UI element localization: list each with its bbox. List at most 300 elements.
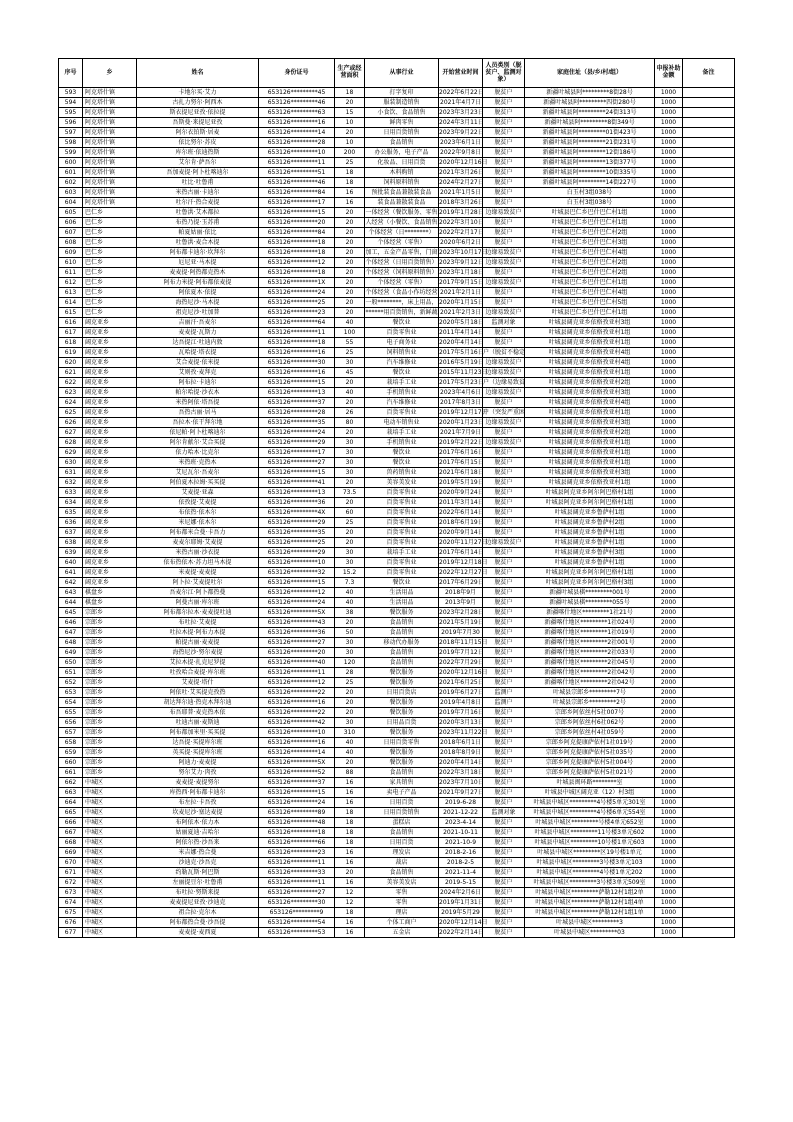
cell-start-date: 2022年3月18日 — [439, 768, 484, 776]
table-row — [59, 398, 735, 408]
cell-township: 阔克亚乡 — [83, 338, 137, 348]
cell-id-number: 653126*********20 — [259, 218, 335, 228]
cell-name: 艾合麦提·依米提 — [137, 358, 259, 368]
cell-id-number: 653126*********37 — [259, 398, 335, 408]
cell-id-number: 653126*********35 — [259, 418, 335, 428]
cell-category: 脱贫户 — [483, 708, 525, 718]
cell-name: 吾斯曼·来提尼亚孜 — [137, 118, 259, 128]
cell-seq: 628 — [59, 438, 83, 448]
cell-amount: 1000 — [655, 908, 683, 918]
cell-industry: 生活用品 — [365, 598, 439, 608]
cell-name: 艾麦提·塔什 — [137, 678, 259, 688]
cell-seq: 661 — [59, 768, 83, 778]
cell-township: 中城区 — [83, 888, 137, 898]
cell-name: 帕提古丽·麦麦提 — [137, 638, 259, 648]
cell-remarks — [683, 138, 735, 148]
cell-address: 新疆喀什地区*********1社019号 — [525, 628, 655, 638]
cell-area: 20 — [335, 478, 365, 488]
cell-industry: 食品销售 — [365, 618, 439, 628]
cell-area: 20 — [335, 308, 365, 318]
cell-amount: 1000 — [655, 928, 683, 938]
cell-area: 15 — [335, 108, 365, 118]
cell-township: 阿克塔什镇 — [83, 178, 137, 188]
cell-seq: 670 — [59, 858, 83, 868]
cell-address: 叶城县中城区*********4号楼1单元202 — [525, 868, 655, 878]
cell-start-date: 2019年12月17日 — [439, 408, 488, 416]
cell-seq: 609 — [59, 248, 83, 258]
table-row — [59, 388, 735, 398]
cell-remarks — [683, 428, 735, 438]
table-row — [59, 798, 735, 808]
cell-amount: 2000 — [655, 698, 683, 708]
cell-seq: 675 — [59, 908, 83, 918]
cell-id-number: 653126*********5X — [259, 758, 335, 768]
cell-township: 阔克亚乡 — [83, 408, 137, 418]
cell-township: 阔克亚乡 — [83, 358, 137, 368]
cell-name: 吐迪古丽·麦斯迪 — [137, 718, 259, 728]
cell-start-date: 2024年3月11日 — [439, 118, 484, 126]
cell-amount: 1000 — [655, 838, 683, 848]
cell-seq: 606 — [59, 218, 83, 228]
table-row — [59, 268, 735, 278]
cell-name: 麦麦提·瓦斯力 — [137, 328, 259, 338]
cell-category: 脱贫户 — [483, 728, 525, 738]
cell-category: 脱贫户 — [483, 888, 525, 898]
cell-amount: 2000 — [655, 738, 683, 748]
cell-category: 脱贫户 — [483, 238, 525, 248]
cell-area: 20 — [335, 298, 365, 308]
cell-amount: 1000 — [655, 288, 683, 298]
cell-township: 中城区 — [83, 908, 137, 918]
cell-seq: 659 — [59, 748, 83, 758]
table-row — [59, 128, 735, 138]
cell-township: 宗郎乡 — [83, 608, 137, 618]
cell-name: 米热班·克热木 — [137, 458, 259, 468]
cell-area: 16 — [335, 788, 365, 798]
cell-township: 巴仁乡 — [83, 278, 137, 288]
cell-industry: 一般********，床上用品， — [365, 298, 438, 306]
cell-industry: 办公服务，电子产品 — [365, 148, 439, 158]
cell-name: 达吾提·买提库尔班 — [137, 738, 259, 748]
cell-start-date: 2016年5月19日 — [439, 358, 484, 366]
cell-id-number: 653126*********14 — [259, 748, 335, 758]
cell-start-date: 2018年8月9日 — [440, 748, 481, 756]
cell-area: 20 — [335, 428, 365, 438]
cell-remarks — [683, 658, 735, 668]
cell-amount: 1000 — [655, 868, 683, 878]
cell-township: 宗郎乡 — [83, 738, 137, 748]
cell-amount: 2000 — [655, 618, 683, 628]
cell-industry: 日用百货零售 — [365, 738, 439, 748]
cell-amount: 2000 — [655, 668, 683, 678]
cell-industry: 百货零售业 — [365, 558, 439, 568]
cell-start-date: 2020年9月14日 — [439, 528, 484, 536]
table-row — [59, 778, 735, 788]
subsidy-register-table-container — [58, 58, 734, 938]
cell-seq: 598 — [59, 138, 83, 148]
table-row — [59, 658, 735, 668]
cell-name: 布阿依木·依力木 — [137, 818, 259, 828]
cell-id-number: 653126*********64 — [259, 318, 335, 328]
cell-remarks — [683, 718, 735, 728]
cell-amount: 2000 — [655, 588, 683, 598]
cell-township: 阔克亚乡 — [83, 318, 137, 328]
table-row — [59, 408, 735, 418]
table-row — [59, 318, 735, 328]
cell-amount: 1000 — [655, 278, 683, 288]
cell-category: 脱贫户 — [483, 648, 525, 658]
cell-id-number: 653126*********45 — [259, 88, 335, 98]
cell-name: 阿布拉·卡迪尔 — [137, 378, 259, 388]
table-row — [59, 578, 735, 588]
cell-address: 叶城县中城区阔克亚（12）村3组 — [525, 788, 655, 798]
cell-seq: 641 — [59, 568, 83, 578]
cell-township: 阔克亚乡 — [83, 578, 137, 588]
cell-remarks — [683, 108, 735, 118]
cell-name: 艾尼瓦尔·吾麦尔 — [137, 468, 259, 478]
cell-id-number: 653126*********54 — [259, 918, 335, 928]
cell-township: 阔克亚乡 — [83, 568, 137, 578]
cell-start-date: 2023年9月12日 — [439, 258, 484, 266]
cell-industry: 手机销售业 — [365, 438, 439, 448]
cell-id-number: 653126*********11 — [259, 328, 335, 338]
cell-id-number: 653126*********25 — [259, 298, 335, 308]
cell-id-number: 653126*********24 — [259, 798, 335, 808]
cell-id-number: 653126*********16 — [259, 698, 335, 708]
cell-amount: 2000 — [655, 608, 683, 618]
cell-seq: 639 — [59, 548, 83, 558]
cell-remarks — [683, 868, 735, 878]
cell-area: 25 — [335, 678, 365, 688]
cell-seq: 646 — [59, 618, 83, 628]
table-row — [59, 888, 735, 898]
table-row — [59, 688, 735, 698]
cell-id-number: 653126*********12 — [259, 588, 335, 598]
cell-remarks — [683, 558, 735, 568]
cell-amount: 1000 — [655, 188, 683, 198]
cell-area: 20 — [335, 868, 365, 878]
cell-seq: 602 — [59, 178, 83, 188]
cell-seq: 669 — [59, 848, 83, 858]
cell-category: 脱贫户 — [483, 138, 525, 148]
cell-industry: 手机销售业 — [365, 388, 439, 398]
cell-start-date: 2023年4月6日 — [440, 388, 481, 396]
cell-name: 海热尼沙·马木提 — [137, 298, 259, 308]
cell-address: 新疆叶城县棋*********001号 — [525, 588, 655, 598]
cell-remarks — [683, 238, 735, 248]
cell-remarks — [683, 828, 735, 838]
cell-area: 18 — [335, 908, 365, 918]
table-row — [59, 908, 735, 918]
cell-amount: 1000 — [655, 88, 683, 98]
cell-id-number: 653126*********84 — [259, 188, 335, 198]
cell-amount: 1000 — [655, 808, 683, 818]
cell-start-date: 2021年2月1日 — [440, 288, 481, 296]
cell-category: 边缘易致贫户 — [483, 358, 525, 368]
cell-remarks — [683, 458, 735, 468]
cell-start-date: 2022年12月27日 — [439, 568, 488, 576]
cell-start-date: 2019年7月16日 — [439, 708, 484, 716]
cell-id-number: 653126*********27 — [259, 888, 335, 898]
cell-area: 30 — [335, 438, 365, 448]
table-row — [59, 738, 735, 748]
cell-amount: 1000 — [655, 918, 683, 928]
cell-name: 艾尔肯·萨吾尔 — [137, 158, 259, 168]
cell-category: 脱贫户 — [483, 788, 525, 798]
cell-category: 脱贫户 — [483, 558, 525, 568]
cell-township: 宗郎乡 — [83, 698, 137, 708]
cell-category: 监测对象 — [483, 318, 525, 328]
cell-category: 脱贫户 — [483, 168, 525, 178]
cell-start-date: 2020年6月2日 — [440, 238, 481, 246]
cell-name: 吐孜哈合麦提·库尔班 — [137, 668, 259, 678]
table-row — [59, 698, 735, 708]
cell-township: 阔克亚乡 — [83, 398, 137, 408]
cell-amount: 1000 — [655, 578, 683, 588]
cell-category: 脱贫户 — [483, 228, 525, 238]
table-row — [59, 588, 735, 598]
cell-address: 叶城县阔克亚乡依格孜亚村1组 — [525, 478, 655, 488]
cell-remarks — [683, 268, 735, 278]
cell-category: 脱贫户 — [483, 658, 525, 668]
cell-township: 宗郎乡 — [83, 728, 137, 738]
cell-id-number: 653126*********63 — [259, 108, 335, 118]
cell-industry: 餐饮服务 — [365, 678, 439, 688]
cell-address: 叶城县阔克亚乡依格孜亚村2组 — [525, 428, 655, 438]
cell-area: 20 — [335, 708, 365, 718]
cell-industry: 栽培手工业 — [365, 428, 439, 438]
cell-township: 中城区 — [83, 788, 137, 798]
cell-remarks — [683, 928, 735, 938]
cell-start-date: 2019年5月29 — [439, 908, 483, 918]
cell-industry: 日用百货销售 — [365, 808, 439, 818]
cell-name: 阿布都卡迪尔·坎拜尔 — [137, 248, 259, 258]
cell-category: 脱贫户 — [483, 818, 525, 828]
cell-township: 宗郎乡 — [83, 618, 137, 628]
cell-id-number: 653126*********24 — [259, 598, 335, 608]
cell-township: 宗郎乡 — [83, 718, 137, 728]
cell-seq: 643 — [59, 588, 83, 598]
cell-amount: 1000 — [655, 388, 683, 398]
cell-area: 18 — [335, 178, 365, 188]
header-seq: 序号 — [59, 59, 83, 88]
cell-remarks — [683, 758, 735, 768]
cell-area: 40 — [335, 388, 365, 398]
cell-start-date: 2022年2月17日 — [439, 228, 484, 236]
cell-seq: 614 — [59, 298, 83, 308]
cell-name: 吾加麦提·阿卜杜喀迪尔 — [137, 168, 259, 178]
cell-township: 阔克亚乡 — [83, 498, 137, 508]
cell-start-date: 2021-10-9 — [439, 838, 483, 848]
cell-remarks — [683, 348, 735, 358]
cell-township: 中城区 — [83, 878, 137, 888]
cell-amount: 1000 — [655, 818, 683, 828]
cell-township: 宗郎乡 — [83, 758, 137, 768]
cell-start-date: 2024年2月6日 — [440, 888, 481, 896]
cell-name: 布吐拉·艾麦提 — [137, 618, 259, 628]
cell-township: 巴仁乡 — [83, 238, 137, 248]
cell-seq: 647 — [59, 628, 83, 638]
cell-name: 海热尼沙·努尔麦提 — [137, 648, 259, 658]
cell-amount: 1000 — [655, 148, 683, 158]
cell-start-date: 2019-6-28 — [439, 798, 483, 808]
cell-area: 20 — [335, 758, 365, 768]
cell-category: 脱贫户 — [483, 518, 525, 528]
cell-amount: 2000 — [655, 628, 683, 638]
cell-area: 16 — [335, 928, 365, 938]
cell-address: 叶城县阔克亚乡依格孜亚村3组 — [525, 418, 655, 428]
cell-id-number: 653126*********16 — [259, 118, 335, 128]
cell-category: 脱贫户 — [483, 868, 525, 878]
cell-address: 叶城县阔克亚乡依格孜亚村4组 — [525, 398, 655, 408]
cell-amount: 1000 — [655, 848, 683, 858]
cell-id-number: 653126*********41 — [259, 478, 335, 488]
cell-start-date: 2018-2-16 — [439, 848, 483, 858]
table-row — [59, 198, 735, 208]
cell-area: 20 — [335, 238, 365, 248]
cell-category: 脱贫户 — [483, 828, 525, 838]
cell-township: 阔克亚乡 — [83, 478, 137, 488]
cell-amount: 1000 — [655, 98, 683, 108]
cell-address: 叶城县阔克亚乡依格孜亚村1组 — [525, 408, 655, 418]
cell-area: 50 — [335, 628, 365, 638]
cell-name: 祖克尼沙·吐加普 — [137, 308, 259, 318]
cell-remarks — [683, 478, 735, 488]
cell-seq: 631 — [59, 468, 83, 478]
cell-remarks — [683, 148, 735, 158]
table-row — [59, 468, 735, 478]
cell-name: 左丽提豆尔·吐鲁甫 — [137, 878, 259, 888]
cell-remarks — [683, 698, 735, 708]
cell-remarks — [683, 618, 735, 628]
cell-seq: 620 — [59, 358, 83, 368]
cell-township: 中城区 — [83, 838, 137, 848]
cell-start-date: 2017年9月15日 — [439, 278, 484, 286]
cell-seq: 667 — [59, 828, 83, 838]
cell-remarks — [683, 158, 735, 168]
cell-address: 新疆叶城县阿*********24街313号 — [525, 108, 655, 118]
cell-area: 20 — [335, 688, 365, 698]
cell-name: 库热西·阿布都卡迪尔 — [137, 788, 259, 798]
cell-township: 巴仁乡 — [83, 228, 137, 238]
cell-address: 叶城县中城区*********萨勒12村1组2单 — [525, 888, 655, 898]
cell-address: 叶城县阔克亚乡鲁萨村1组 — [525, 528, 655, 538]
cell-start-date: 2021年6月25日 — [439, 678, 484, 686]
cell-id-number: 653126*********66 — [259, 838, 335, 848]
cell-seq: 600 — [59, 158, 83, 168]
cell-area: 18 — [335, 838, 365, 848]
cell-seq: 637 — [59, 528, 83, 538]
cell-start-date: 2017年5月16日 — [439, 348, 484, 356]
cell-township: 阿克塔什镇 — [83, 88, 137, 98]
cell-remarks — [683, 638, 735, 648]
table-row — [59, 328, 735, 338]
cell-address: 叶城县中城区*********4号楼6单元554室 — [525, 808, 655, 818]
table-row — [59, 498, 735, 508]
table-row — [59, 228, 735, 238]
cell-start-date: 2019年5月19日 — [439, 478, 484, 486]
cell-industry: 裁店 — [365, 858, 439, 868]
cell-remarks — [683, 858, 735, 868]
cell-remarks — [683, 508, 735, 518]
cell-name: 艾拉木提·扎克尼罗提 — [137, 658, 259, 668]
header-name: 姓名 — [137, 59, 259, 88]
cell-industry: 食品销售 — [365, 828, 439, 838]
cell-category: 脱贫户 — [483, 638, 525, 648]
cell-name: 吐鲁洪·艾木都拉 — [137, 208, 259, 218]
cell-address: 叶城县阔克亚乡依格孜亚村1组 — [525, 328, 655, 338]
table-row — [59, 88, 735, 98]
cell-remarks — [683, 738, 735, 748]
cell-category: 户（边缘易致贫 — [483, 378, 526, 386]
cell-name: 胡达拜尔迪·热克木拜尔迪 — [137, 698, 259, 708]
cell-start-date: 2019年7月12日 — [439, 648, 484, 656]
cell-seq: 638 — [59, 538, 83, 548]
cell-industry: 百货零售业 — [365, 328, 439, 338]
cell-start-date: 2024年2月27日 — [439, 178, 484, 186]
cell-category: 边缘易致贫户 — [483, 308, 525, 318]
cell-id-number: 653126*********18 — [259, 248, 335, 258]
cell-id-number: 653126*********15 — [259, 468, 335, 478]
table-row — [59, 488, 735, 498]
cell-name: 帕尔哈提·沙衣木 — [137, 388, 259, 398]
cell-address: 叶城县巴仁乡巴什巴仁村2组 — [525, 258, 655, 268]
cell-category: 脱贫户 — [483, 398, 525, 408]
table-row — [59, 628, 735, 638]
cell-township: 巴仁乡 — [83, 208, 137, 218]
cell-industry: 个体经营（日********） — [365, 228, 439, 238]
cell-area: 25 — [335, 348, 365, 358]
cell-seq: 677 — [59, 928, 83, 938]
cell-address: 宗郎乡阿克提康萨依村5社004号 — [525, 758, 655, 768]
cell-category: 脱贫户 — [483, 118, 525, 128]
cell-township: 阔克亚乡 — [83, 468, 137, 478]
table-row — [59, 618, 735, 628]
cell-address: 叶城县闽环路********室 — [525, 778, 655, 788]
cell-id-number: 653126*********89 — [259, 808, 335, 818]
cell-remarks — [683, 808, 735, 818]
cell-remarks — [683, 818, 735, 828]
cell-name: 米麦提·麦麦提 — [137, 568, 259, 578]
cell-seq: 623 — [59, 388, 83, 398]
cell-remarks — [683, 688, 735, 698]
cell-seq: 634 — [59, 498, 83, 508]
cell-address: 宗郎乡阿依丝村5社007号 — [525, 708, 655, 718]
cell-address: 叶城县阔克亚乡依格孜亚村1组 — [525, 438, 655, 448]
cell-address: 叶城县巴仁乡巴什巴仁村3组 — [525, 238, 655, 248]
cell-name: 姑丽夏迪·吉哈尔 — [137, 828, 259, 838]
cell-remarks — [683, 88, 735, 98]
cell-area: 12 — [335, 888, 365, 898]
cell-start-date: 2023年6月1日 — [440, 138, 481, 146]
cell-township: 阔克亚乡 — [83, 488, 137, 498]
cell-area: 30 — [335, 448, 365, 458]
cell-address: 叶城县阔克亚乡依格孜亚村1组 — [525, 338, 655, 348]
cell-remarks — [683, 568, 735, 578]
cell-township: 中城区 — [83, 848, 137, 858]
cell-category: 脱贫户 — [483, 458, 525, 468]
cell-township: 阔克亚乡 — [83, 438, 137, 448]
cell-start-date: 2020年4月14日 — [439, 338, 484, 346]
cell-amount: 1000 — [655, 298, 683, 308]
cell-id-number: 653126*********32 — [259, 568, 335, 578]
cell-seq: 663 — [59, 788, 83, 798]
cell-area: 20 — [335, 618, 365, 628]
cell-industry: 食品销售 — [365, 868, 439, 878]
cell-area: 88 — [335, 768, 365, 778]
cell-address: 新疆喀什地区*********2社042号 — [525, 678, 655, 688]
table-row — [59, 758, 735, 768]
